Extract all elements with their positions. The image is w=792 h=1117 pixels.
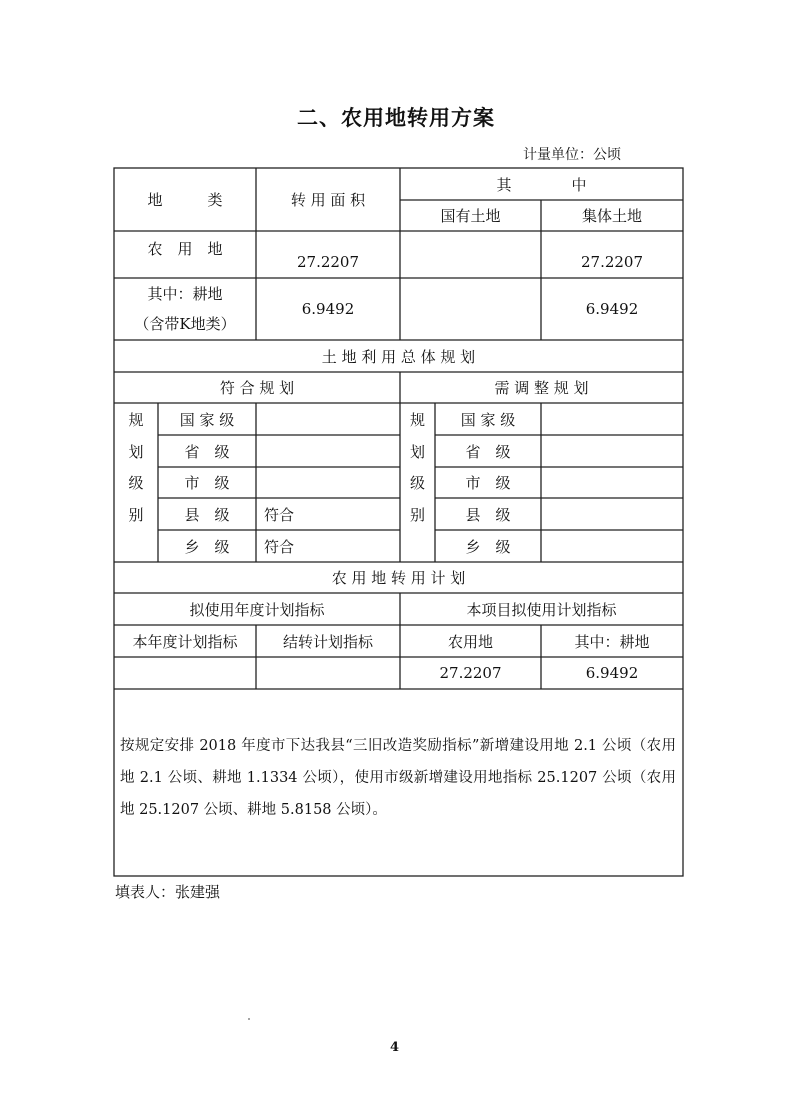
- conversion-col-farmland: 农用地: [447, 632, 493, 651]
- conversion-left-head: 拟使用年度计划指标: [189, 600, 325, 619]
- adjust-level-name: 乡 级: [465, 537, 511, 556]
- conform-level-name: 乡 级: [184, 537, 230, 556]
- level-char: 划: [128, 442, 144, 461]
- adjust-value: [549, 403, 679, 435]
- level-char: 级: [128, 474, 144, 492]
- conform-value: 符合: [264, 505, 295, 524]
- level-char: 别: [128, 505, 144, 524]
- plan-conform-header: 符 合 规 划: [219, 379, 295, 397]
- row-arable-state: [400, 278, 541, 340]
- plan-section-title: 土 地 利 用 总 体 规 划: [321, 347, 476, 366]
- conversion-val-farmland: 27.2207: [439, 664, 502, 682]
- conform-level-name: 国 家 级: [179, 410, 235, 429]
- adjust-level-name: 市 级: [465, 474, 511, 492]
- conform-value: [264, 467, 394, 498]
- row-farmland-state: [400, 246, 541, 278]
- conversion-val-arable: 6.9492: [585, 664, 639, 682]
- row-farmland-collective: 27.2207: [580, 253, 644, 271]
- filler-signature: 填表人：张建强: [115, 883, 221, 901]
- level-char: 规: [409, 410, 425, 429]
- conversion-right-head: 本项目拟使用计划指标: [466, 600, 617, 619]
- unit-label: 计量单位：公顷: [523, 147, 621, 163]
- adjust-level-name: 县 级: [465, 505, 511, 524]
- level-char: 别: [409, 505, 425, 524]
- row-arable-label-2: （含带K地类）: [134, 314, 236, 333]
- header-land-type: 地 类: [147, 191, 223, 209]
- level-char: 级: [409, 474, 425, 492]
- remark-text: 按规定安排 2018 年度市下达我县“三旧改造奖励指标”新增建设用地 2.1 公顷（农用地 2.1 公顷、耕地 1.1334 公顷），使用市级新增建设用地指标 25.1207 公顷（农用地 25.1207 公顷、耕地 5.8158 公顷）。: [120, 738, 676, 818]
- scan-dot: [248, 1018, 250, 1020]
- adjust-level-name: 省 级: [465, 442, 511, 461]
- adjust-value: [549, 435, 679, 467]
- conform-value: [264, 435, 394, 467]
- conversion-val-annual: [114, 657, 256, 689]
- level-char: 规: [128, 410, 144, 429]
- header-of-which: 其 中: [496, 175, 587, 194]
- conform-level-name: 市 级: [184, 474, 230, 492]
- conversion-col-carryover: 结转计划指标: [282, 632, 373, 651]
- conversion-section-title: 农 用 地 转 用 计 划: [331, 569, 466, 587]
- adjust-value: [549, 530, 679, 562]
- conversion-val-carryover: [256, 657, 400, 689]
- page-number: 4: [390, 1040, 400, 1055]
- conversion-col-arable: 其中：耕地: [574, 632, 650, 651]
- adjust-value: [549, 467, 679, 498]
- conversion-col-annual: 本年度计划指标: [132, 632, 238, 651]
- row-arable-label-1: 其中：耕地: [147, 284, 223, 303]
- header-area: 转 用 面 积: [290, 191, 366, 209]
- row-arable-collective: 6.9492: [585, 300, 639, 318]
- row-arable-area: 6.9492: [301, 300, 355, 318]
- conform-value: 符合: [264, 537, 295, 556]
- adjust-level-name: 国 家 级: [460, 410, 516, 429]
- adjust-value: [549, 498, 679, 530]
- page-title: 二、农用地转用方案: [297, 106, 495, 130]
- level-char: 划: [409, 442, 425, 461]
- conform-level-name: 省 级: [184, 442, 230, 461]
- plan-adjust-header: 需 调 整 规 划: [494, 379, 589, 397]
- conform-value: [264, 403, 394, 435]
- row-farmland-area: 27.2207: [296, 253, 360, 271]
- row-farmland-label: 农 用 地: [147, 239, 223, 258]
- conform-level-name: 县 级: [184, 505, 230, 524]
- header-collective: 集体土地: [581, 207, 642, 225]
- header-state-owned: 国有土地: [440, 207, 501, 225]
